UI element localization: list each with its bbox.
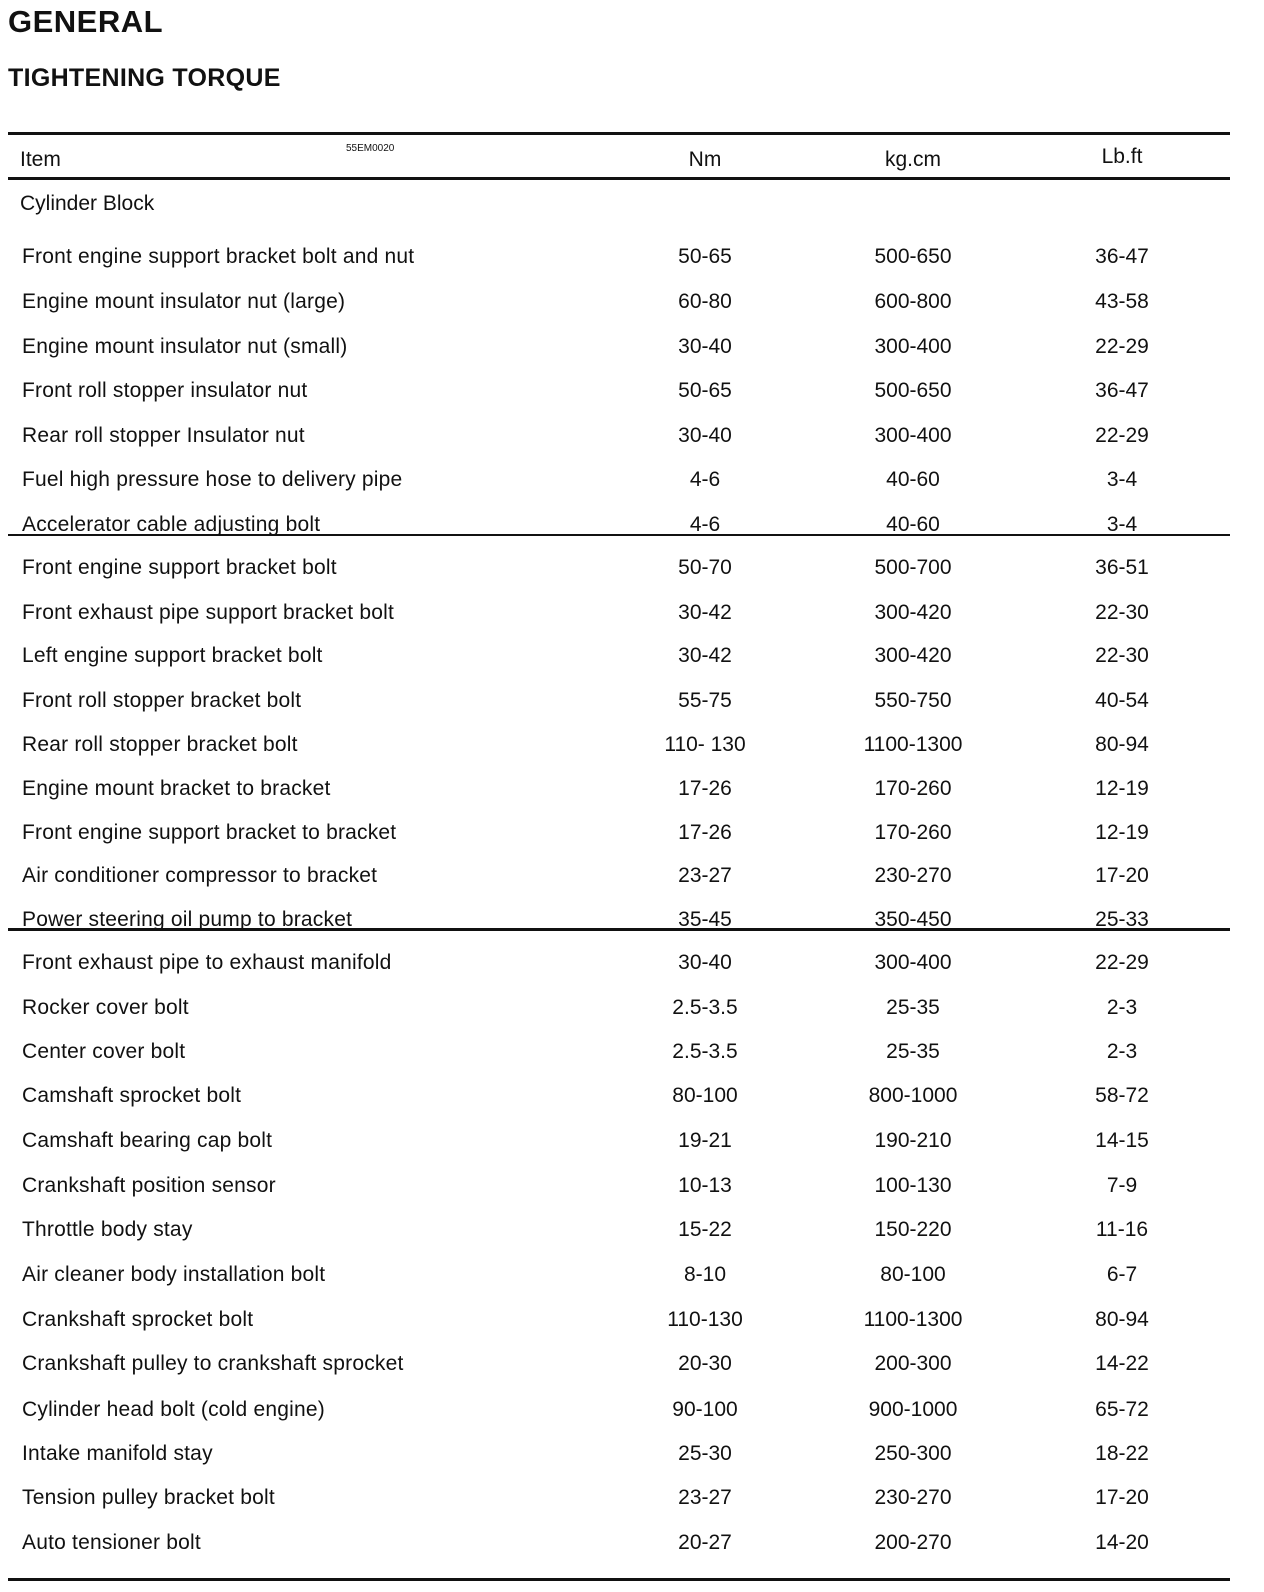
item-cell: Rear roll stopper bracket bolt [22, 733, 298, 756]
table-row [0, 591, 1264, 635]
nm-cell: 80-100 [672, 1084, 738, 1107]
kgcm-cell: 350-450 [874, 908, 952, 931]
lbft-cell: 22-29 [1095, 335, 1149, 358]
table-row [0, 634, 1264, 678]
nm-cell: 90-100 [672, 1398, 738, 1421]
kgcm-cell: 800-1000 [868, 1084, 958, 1107]
table-row [0, 941, 1264, 985]
lbft-cell: 40-54 [1095, 689, 1149, 712]
kgcm-cell: 250-300 [874, 1442, 952, 1465]
lbft-cell: 58-72 [1095, 1084, 1149, 1107]
item-cell: Air conditioner compressor to bracket [22, 864, 378, 887]
lbft-cell: 80-94 [1095, 733, 1149, 756]
table-row [0, 414, 1264, 458]
item-cell: Fuel high pressure hose to delivery pipe [22, 468, 403, 491]
item-cell: Camshaft sprocket bolt [22, 1084, 242, 1107]
kgcm-cell: 150-220 [874, 1218, 952, 1241]
kgcm-cell: 200-300 [874, 1352, 952, 1375]
table-row [0, 503, 1264, 547]
nm-cell: 17-26 [678, 777, 732, 800]
item-cell: Engine mount bracket to bracket [22, 777, 331, 800]
nm-cell: 30-42 [678, 644, 732, 667]
table-row [0, 1388, 1264, 1432]
table-row [0, 1298, 1264, 1342]
item-cell: Rocker cover bolt [22, 996, 189, 1019]
table-row [0, 280, 1264, 324]
table-row [0, 1030, 1264, 1074]
item-cell: Front engine support bracket bolt [22, 556, 337, 579]
item-cell: Camshaft bearing cap bolt [22, 1129, 273, 1152]
item-cell: Front exhaust pipe to exhaust manifold [22, 951, 392, 974]
table-row [0, 1476, 1264, 1520]
item-cell: Crankshaft pulley to crankshaft sprocket [22, 1352, 404, 1375]
item-cell: Air cleaner body installation bolt [22, 1263, 326, 1286]
nm-cell: 60-80 [678, 290, 732, 313]
lbft-cell: 22-30 [1095, 644, 1149, 667]
item-cell: Front exhaust pipe support bracket bolt [22, 601, 395, 624]
lbft-cell: 18-22 [1095, 1442, 1149, 1465]
lbft-cell: 14-22 [1095, 1352, 1149, 1375]
lbft-cell: 22-29 [1095, 424, 1149, 447]
lbft-cell: 36-47 [1095, 379, 1149, 402]
lbft-cell: 12-19 [1095, 777, 1149, 800]
nm-cell: 30-40 [678, 335, 732, 358]
nm-cell: 4-6 [689, 513, 721, 536]
table-row [0, 546, 1264, 590]
item-cell: Engine mount insulator nut (large) [22, 290, 346, 313]
kgcm-cell: 40-60 [886, 468, 940, 491]
lbft-cell: 36-51 [1095, 556, 1149, 579]
kgcm-cell: 1100-1300 [863, 1308, 963, 1331]
item-cell: Crankshaft sprocket bolt [22, 1308, 254, 1331]
nm-cell: 17-26 [678, 821, 732, 844]
kgcm-cell: 1100-1300 [863, 733, 963, 756]
kgcm-cell: 500-650 [874, 245, 952, 268]
table-bottom-rule [8, 1578, 1230, 1581]
kgcm-cell: 300-420 [874, 601, 952, 624]
lbft-cell: 2-3 [1106, 1040, 1138, 1063]
item-cell: Front roll stopper bracket bolt [22, 689, 302, 712]
kgcm-cell: 500-700 [874, 556, 952, 579]
nm-cell: 19-21 [678, 1129, 732, 1152]
lbft-cell: 22-29 [1095, 951, 1149, 974]
item-cell: Cylinder head bolt (cold engine) [22, 1398, 325, 1421]
nm-cell: 23-27 [678, 1486, 732, 1509]
item-cell: Center cover bolt [22, 1040, 186, 1063]
table-row [0, 723, 1264, 767]
table-row [0, 1074, 1264, 1118]
kgcm-cell: 25-35 [886, 996, 940, 1019]
item-cell: Crankshaft position sensor [22, 1174, 276, 1197]
section-title-text: TIGHTENING TORQUE [8, 64, 281, 92]
nm-cell: 10-13 [678, 1174, 732, 1197]
kgcm-cell: 190-210 [874, 1129, 952, 1152]
kgcm-cell: 200-270 [874, 1531, 952, 1554]
kgcm-cell: 25-35 [886, 1040, 940, 1063]
lbft-cell: 80-94 [1095, 1308, 1149, 1331]
nm-cell: 30-40 [678, 951, 732, 974]
kgcm-cell: 40-60 [886, 513, 940, 536]
kgcm-cell: 100-130 [874, 1174, 952, 1197]
column-header-kgcm: kg.cm [884, 148, 942, 171]
item-cell: Throttle body stay [22, 1218, 193, 1241]
table-row [0, 1432, 1264, 1476]
lbft-cell: 6-7 [1106, 1263, 1138, 1286]
lbft-cell: 65-72 [1095, 1398, 1149, 1421]
nm-cell: 110-130 [667, 1308, 743, 1331]
item-cell: Engine mount insulator nut (small) [22, 335, 348, 358]
lbft-cell: 14-15 [1095, 1129, 1149, 1152]
nm-cell: 23-27 [678, 864, 732, 887]
page-heading: GENERAL [8, 4, 164, 39]
kgcm-cell: 500-650 [874, 379, 952, 402]
lbft-cell: 11-16 [1095, 1218, 1149, 1241]
kgcm-cell: 230-270 [874, 1486, 952, 1509]
nm-cell: 50-65 [678, 245, 732, 268]
nm-cell: 35-45 [678, 908, 732, 931]
section-title [8, 64, 395, 154]
table-row [0, 1521, 1264, 1565]
kgcm-cell: 300-400 [874, 424, 952, 447]
item-cell: Front engine support bracket bolt and nut [22, 245, 415, 268]
nm-cell: 8-10 [683, 1263, 727, 1286]
item-cell: Intake manifold stay [22, 1442, 213, 1465]
table-row [0, 369, 1264, 413]
item-cell: Front engine support bracket to bracket [22, 821, 397, 844]
lbft-cell: 12-19 [1095, 821, 1149, 844]
lbft-cell: 43-58 [1095, 290, 1149, 313]
kgcm-cell: 170-260 [874, 821, 952, 844]
table-row [0, 1119, 1264, 1163]
column-header-item: Item [20, 148, 61, 171]
nm-cell: 20-30 [678, 1352, 732, 1375]
lbft-cell: 3-4 [1106, 513, 1138, 536]
table-row [0, 811, 1264, 855]
item-cell: Rear roll stopper Insulator nut [22, 424, 305, 447]
lbft-cell: 25-33 [1095, 908, 1149, 931]
table-row [0, 458, 1264, 502]
lbft-cell: 17-20 [1095, 1486, 1149, 1509]
nm-cell: 25-30 [678, 1442, 732, 1465]
kgcm-cell: 300-420 [874, 644, 952, 667]
kgcm-cell: 230-270 [874, 864, 952, 887]
nm-cell: 30-42 [678, 601, 732, 624]
table-row [0, 1342, 1264, 1386]
nm-cell: 110- 130 [664, 733, 746, 756]
table-row [0, 898, 1264, 942]
table-row [0, 679, 1264, 723]
nm-cell: 50-70 [678, 556, 732, 579]
item-cell: Power steering oil pump to bracket [22, 908, 353, 931]
nm-cell: 2.5-3.5 [672, 996, 738, 1019]
column-header-nm: Nm [688, 148, 722, 171]
kgcm-cell: 550-750 [874, 689, 952, 712]
kgcm-cell: 170-260 [874, 777, 952, 800]
lbft-cell: 22-30 [1095, 601, 1149, 624]
nm-cell: 30-40 [678, 424, 732, 447]
kgcm-cell: 80-100 [880, 1263, 946, 1286]
item-cell: Auto tensioner bolt [22, 1531, 201, 1554]
kgcm-cell: 300-400 [874, 335, 952, 358]
section-code: 55EM0020 [346, 143, 395, 154]
nm-cell: 50-65 [678, 379, 732, 402]
item-cell: Left engine support bracket bolt [22, 644, 323, 667]
table-row [0, 1164, 1264, 1208]
kgcm-cell: 900-1000 [868, 1398, 958, 1421]
cylinder-block-label: Cylinder Block [20, 192, 155, 215]
lbft-cell: 17-20 [1095, 864, 1149, 887]
table-row [0, 1253, 1264, 1297]
table-row [0, 986, 1264, 1030]
kgcm-cell: 300-400 [874, 951, 952, 974]
lbft-cell: 7-9 [1106, 1174, 1138, 1197]
kgcm-cell: 600-800 [874, 290, 952, 313]
item-cell: Accelerator cable adjusting bolt [22, 513, 321, 536]
column-header-lbft: Lb.ft [1101, 145, 1143, 168]
lbft-cell: 36-47 [1095, 245, 1149, 268]
table-row [0, 767, 1264, 811]
lbft-cell: 2-3 [1106, 996, 1138, 1019]
nm-cell: 20-27 [678, 1531, 732, 1554]
nm-cell: 55-75 [678, 689, 732, 712]
item-cell: Tension pulley bracket bolt [22, 1486, 275, 1509]
header-bottom-rule [8, 177, 1230, 180]
nm-cell: 15-22 [678, 1218, 732, 1241]
lbft-cell: 3-4 [1106, 468, 1138, 491]
table-row [0, 1208, 1264, 1252]
table-row [0, 325, 1264, 369]
table-row [0, 854, 1264, 898]
item-cell: Front roll stopper insulator nut [22, 379, 308, 402]
nm-cell: 4-6 [689, 468, 721, 491]
lbft-cell: 14-20 [1095, 1531, 1149, 1554]
nm-cell: 2.5-3.5 [672, 1040, 738, 1063]
table-row [0, 235, 1264, 279]
table-top-rule [8, 132, 1230, 135]
